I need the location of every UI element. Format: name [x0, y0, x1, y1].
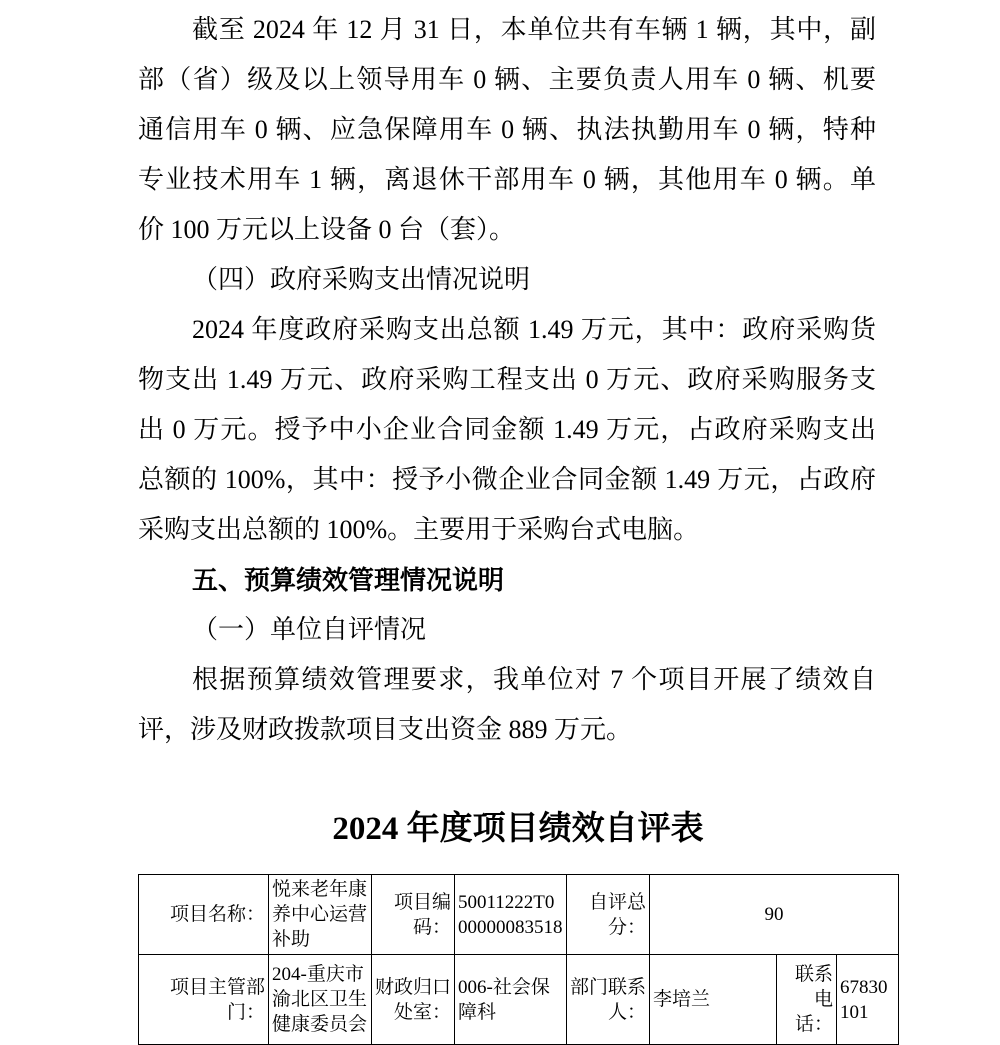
- table-row: [139, 875, 899, 955]
- competent-dept-label: 项目主管部门：: [139, 955, 269, 1045]
- body-line: 价 100 万元以上设备 0 台（套）。: [138, 215, 516, 244]
- section-heading-budget-performance: 五、预算绩效管理情况说明: [192, 565, 505, 595]
- self-evaluation-table: [138, 874, 899, 1045]
- self-eval-score-value: 90: [650, 875, 899, 955]
- body-line: 采购支出总额的 100%。主要用于采购台式电脑。: [138, 515, 700, 544]
- subsection-heading-gov-procurement: （四）政府采购支出情况说明: [192, 265, 531, 294]
- document-body: [138, 0, 876, 755]
- body-line: 评，涉及财政拨款项目支出资金 889 万元。: [138, 715, 633, 744]
- body-line: 根据预算绩效管理要求，我单位对 7 个项目开展了绩效自: [192, 665, 876, 694]
- finance-office-label: 财政归口处室：: [372, 955, 455, 1045]
- body-line: 截至 2024 年 12 月 31 日，本单位共有车辆 1 辆，其中，副: [192, 15, 876, 44]
- project-code-label: 项目编码：: [372, 875, 455, 955]
- body-line: 物支出 1.49 万元、政府采购工程支出 0 万元、政府采购服务支: [138, 365, 876, 394]
- subsection-heading-self-evaluation: （一）单位自评情况: [192, 615, 427, 644]
- project-code-value: 50011222T000000083518: [455, 875, 567, 955]
- phone-value: 67830101: [837, 955, 899, 1045]
- body-line: 2024 年度政府采购支出总额 1.49 万元，其中：政府采购货: [192, 315, 876, 344]
- project-name-label: 项目名称：: [139, 875, 269, 955]
- finance-office-value: 006-社会保障科: [455, 955, 567, 1045]
- body-line: 通信用车 0 辆、应急保障用车 0 辆、执法执勤用车 0 辆，特种: [138, 115, 876, 144]
- self-eval-score-label: 自评总分：: [567, 875, 650, 955]
- dept-contact-label: 部门联系人：: [567, 955, 650, 1045]
- project-name-value: 悦来老年康养中心运营补助: [269, 875, 372, 955]
- dept-contact-value: 李培兰: [650, 955, 777, 1045]
- body-line: 部（省）级及以上领导用车 0 辆、主要负责人用车 0 辆、机要: [138, 65, 876, 94]
- table-row: [139, 955, 899, 1045]
- body-line: 出 0 万元。授予中小企业合同金额 1.49 万元，占政府采购支出: [138, 415, 876, 444]
- table-title: 2024 年度项目绩效自评表: [332, 811, 704, 847]
- body-line: 总额的 100%，其中：授予小微企业合同金额 1.49 万元，占政府: [138, 465, 876, 494]
- phone-label: 联系电话：: [777, 955, 837, 1045]
- body-line: 专业技术用车 1 辆，离退休干部用车 0 辆，其他用车 0 辆。单: [138, 165, 876, 194]
- competent-dept-value: 204-重庆市渝北区卫生健康委员会: [269, 955, 372, 1045]
